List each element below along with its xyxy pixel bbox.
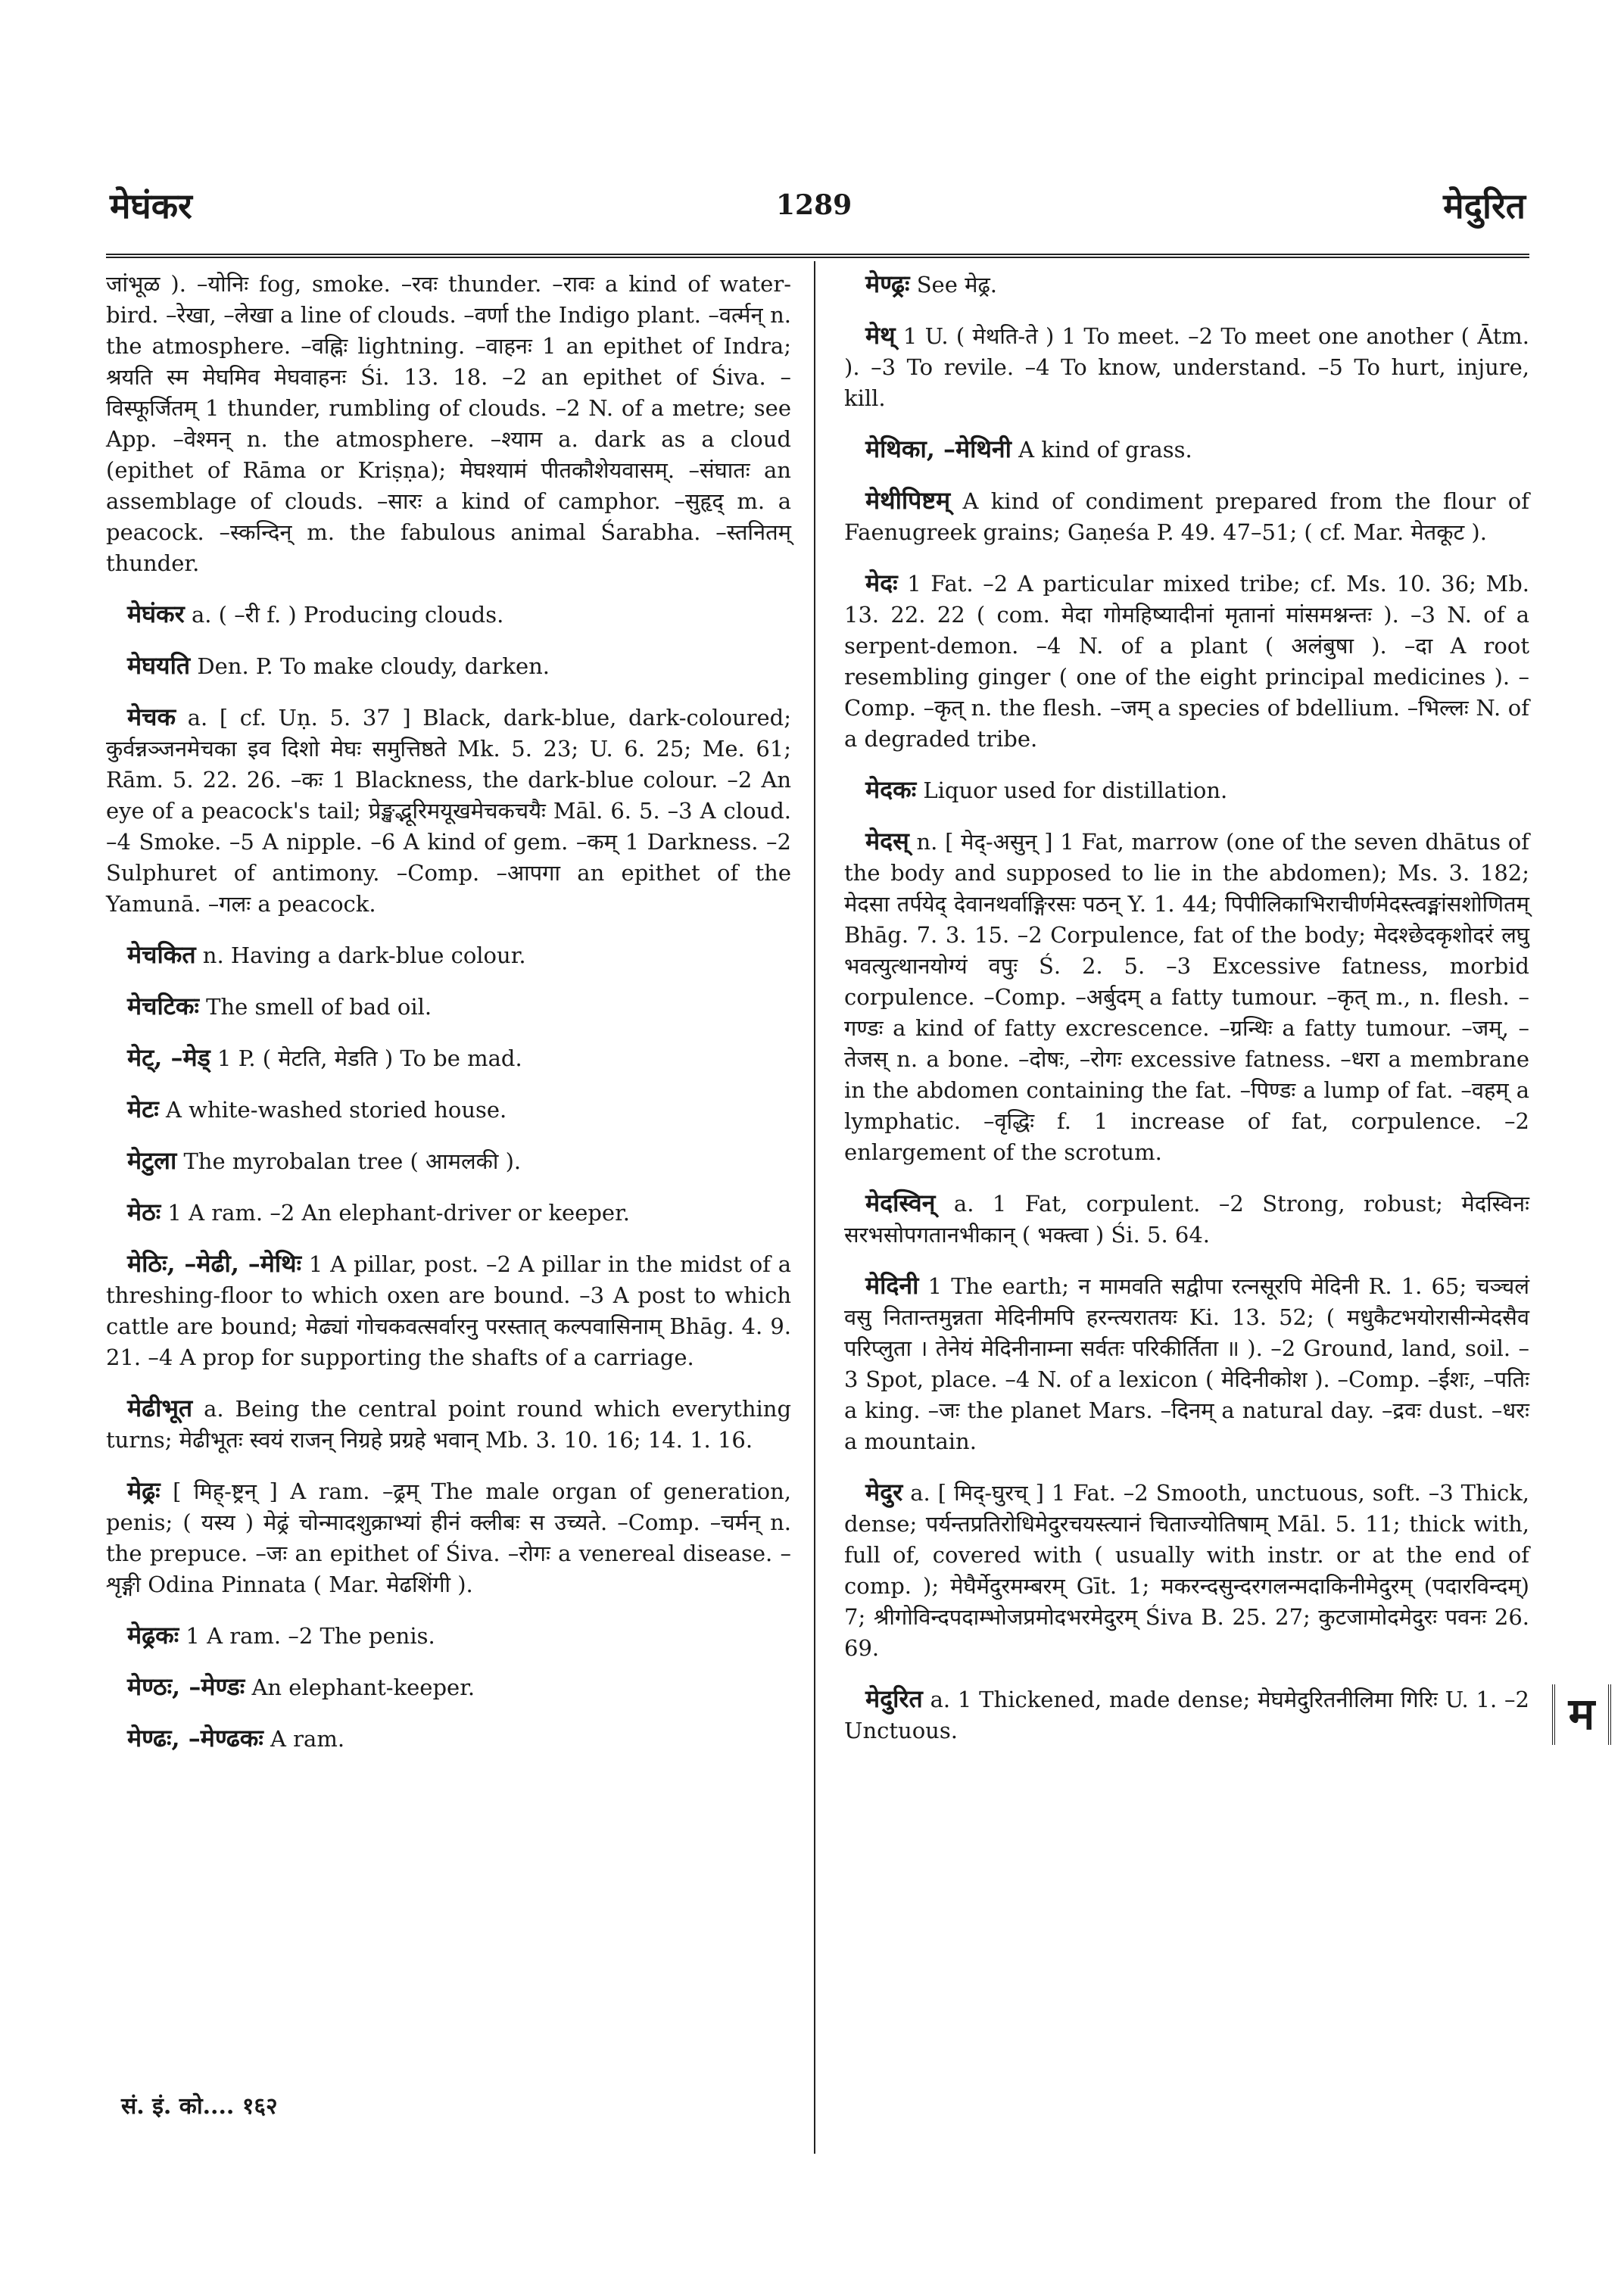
page-number: 1289 bbox=[776, 189, 853, 221]
dictionary-entry: मेठिः, –मेढी, –मेथिः 1 A pillar, post. –2 A pillar in the midst of a threshing-floor to which oxen are bound. –3 A post to which cattle are bound; मेढ्यां गोचकवत्सर्वारनु परस्तात् कल्पवासिनाम् Bhāg. 4. 9. 21. –4 A prop for supporting the shafts of a carriage. bbox=[106, 1249, 792, 1370]
dictionary-entry: मेचक a. [ cf. Uṇ. 5. 37 ] Black, dark-blue, dark-coloured; कुर्वन्नञ्जनमेचका इव दिशो मेघः समुत्तिष्ठते Mk. 5. 23; U. 6. 25; Me. 61; Rām. 5. 22. 26. –कः 1 Blackness, the dark-blue colour. –2 An eye of a peacock's tail; प्रेङ्खद्भूरिमयूखमेचकचयैः Māl. 6. 5. –3 A cloud. –4 Smoke. –5 A nipple. –6 A kind of gem. –कम् 1 Darkness. –2 Sulphuret of antimony. –Comp. –आपगा an epithet of the Yamunā. –गलः a peacock. bbox=[106, 703, 791, 917]
headword: मेठिः, –मेढी, –मेथिः bbox=[127, 1249, 302, 1278]
dictionary-entry: मेथिका, –मेथिनी A kind of grass. bbox=[865, 435, 1192, 463]
section-letter-tab: म bbox=[1552, 1684, 1611, 1745]
headword: मेण्ढ्रः bbox=[865, 269, 910, 298]
dictionary-entry: मेदुर a. [ मिद्-घुरच् ] 1 Fat. –2 Smooth, unctuous, soft. –3 Thick, dense; पर्यन्तप्रतिरोधिमेदुरचयस्त्यानं चिताज्योतिषाम् Māl. 5. 11; thick with, full of, covered with ( usually with instr. or at the end of comp. ); मेघैर्मेदुरमम्बरम् Gīt. 1; मकरन्दसुन्दरगलन्मदाकिनीमेदुरम् (पदारविन्दम्) 7; श्रीगोविन्दपदाम्भोजप्रमोदभरमेदुरम् Śiva B. 25. 27; कुटजामोदमेदुरः पवनः 26. 69. bbox=[844, 1478, 1530, 1661]
headword: मेघयति bbox=[127, 651, 191, 680]
headword: मेचक bbox=[127, 703, 176, 731]
dictionary-entry: मेढीभूत a. Being the central point round which everything turns; मेढीभूतः स्वयं राजन् निग्रहे प्रग्रहे भवान् Mb. 3. 10. 16; 14. 1. 16. bbox=[106, 1394, 792, 1453]
dictionary-entry: मेढ्रकः 1 A ram. –2 The penis. bbox=[127, 1621, 435, 1650]
headword: मेदस्विन् bbox=[865, 1189, 936, 1217]
header-rule bbox=[106, 254, 1529, 258]
dictionary-entry: मेण्ठः, –मेण्डः An elephant-keeper. bbox=[127, 1672, 475, 1701]
dictionary-entry: मेठः 1 A ram. –2 An elephant-driver or keeper. bbox=[127, 1198, 630, 1226]
headword: मेण्ठः, –मेण्डः bbox=[127, 1672, 245, 1701]
dictionary-entry: मेघंकर a. ( –री f. ) Producing clouds. bbox=[127, 600, 504, 628]
dictionary-entry: मेदस् n. [ मेद्-असुन् ] 1 Fat, marrow (one of the seven dhātus of the body and supposed to lie in the abdomen); Ms. 3. 182; मेदसा तर्पयेद् देवानथर्वाङ्गिरसः पठन् Y. 1. 44; पिपीलिकाभिराचीर्णमेदस्त्वङ्मांसशोणितम् Bhāg. 7. 3. 15. –2 Corpulence, fat of the body; मेदश्छेदकृशोदरं लघु भवत्युत्थानयोग्यं वपुः Ś. 2. 5. –3 Excessive fatness, morbid corpulence. –Comp. –अर्बुदम् a fatty tumour. –कृत् m., n. flesh. –गण्डः a kind of fatty excrescence. –ग्रन्थिः a fatty tumour. –जम्, –तेजस् n. a bone. –दोषः, –रोगः excessive fatness. –धरा a membrane in the abdomen containing the fat. –पिण्डः a lump of fat. –वहम् a lymphatic. –वृद्धिः f. 1 increase of fat, corpulence. –2 enlargement of the scrotum. bbox=[844, 827, 1530, 1165]
dictionary-entry: मेटुला The myrobalan tree ( आमलकी ). bbox=[127, 1146, 522, 1175]
dictionary-entry: मेण्ढः, –मेण्ढकः A ram. bbox=[127, 1724, 345, 1752]
column-divider bbox=[814, 261, 815, 2154]
left-guide-word: मेघंकर bbox=[110, 185, 192, 226]
headword: मेचटिकः bbox=[127, 992, 199, 1020]
headword: मेदकः bbox=[865, 775, 917, 804]
headword: मेचकित bbox=[127, 940, 196, 969]
headword: मेढ्रकः bbox=[127, 1621, 179, 1650]
dictionary-entry: मेदकः Liquor used for distillation. bbox=[865, 775, 1228, 804]
dictionary-entry: मेचकित n. Having a dark-blue colour. bbox=[127, 940, 526, 969]
headword: मेथ् bbox=[865, 321, 896, 350]
left-column bbox=[106, 269, 791, 1774]
footer-signature: सं. इं. को.... १६२ bbox=[121, 2093, 278, 2120]
headword: मेठः bbox=[127, 1198, 161, 1226]
dictionary-entry: मेथ् 1 U. ( मेथति-ते ) 1 To meet. –2 To meet one another ( Ātm. ). –3 To revile. –4 To know, understand. –5 To hurt, injure, kill. bbox=[844, 321, 1529, 411]
headword: मेघंकर bbox=[127, 600, 185, 628]
dictionary-entry: मेदः 1 Fat. –2 A particular mixed tribe; cf. Ms. 10. 36; Mb. 13. 22. 22 ( com. मेदा गोमहिष्यादीनां मृतानां मांसमश्नन्तः ). –3 N. of a serpent-demon. –4 N. of a plant ( अलंबुषा ). –दा A root resembling ginger ( one of the eight principal medicines ). –Comp. –कृत् n. the flesh. –जम् a species of bdellium. –भिल्लः N. of a degraded tribe. bbox=[844, 569, 1530, 752]
headword: मेदुरित bbox=[865, 1684, 923, 1713]
headword: मेटुला bbox=[127, 1146, 177, 1175]
dictionary-entry: मेट्, –मेड् 1 P. ( मेटति, मेडति ) To be mad. bbox=[127, 1043, 522, 1072]
headword: मेदुर bbox=[865, 1478, 903, 1506]
headword: मेट्, –मेड् bbox=[127, 1043, 210, 1072]
headword: मेढीभूत bbox=[127, 1394, 193, 1422]
headword: मेदः bbox=[865, 569, 898, 597]
dictionary-entry: मेथीपिष्टम् A kind of condiment prepared from the flour of Faenugreek grains; Gaṇeśa P. 49. 47–51; ( cf. Mar. मेतकूट ). bbox=[844, 486, 1530, 545]
dictionary-entry: मेचटिकः The smell of bad oil. bbox=[127, 992, 432, 1020]
headword: मेथिका, –मेथिनी bbox=[865, 435, 1011, 463]
right-guide-word: मेदुरित bbox=[1443, 185, 1526, 226]
headword: मेदस् bbox=[865, 827, 909, 855]
dictionary-entry: मेदुरित a. 1 Thickened, made dense; मेघमेदुरितनीलिमा गिरिः U. 1. –2 Unctuous. bbox=[844, 1684, 1529, 1743]
dictionary-entry: मेदिनी 1 The earth; न मामवति सद्वीपा रत्नसूरपि मेदिनी R. 1. 65; चञ्चलं वसु नितान्तमुन्नता मेदिनीमपि हरन्त्यरातयः Ki. 13. 52; ( मधुकैटभयोरासीन्मेदसैव परिप्लुता । तेनेयं मेदिनीनाम्ना सर्वतः परिकीर्तिता ॥ ). –2 Ground, land, soil. –3 Spot, place. –4 N. of a lexicon ( मेदिनीकोश ). –Comp. –ईशः, –पतिः a king. –जः the planet Mars. –दिनम् a natural day. –द्रवः dust. –धरः a mountain. bbox=[844, 1271, 1530, 1454]
headword: मेथीपिष्टम् bbox=[865, 486, 951, 515]
headword: मेदिनी bbox=[865, 1271, 919, 1300]
dictionary-entry: जांभूळ ). –योनिः fog, smoke. –रवः thunder. –रावः a kind of water-bird. –रेखा, –लेखा a line of clouds. –वर्णा the Indigo plant. –वर्त्मन् n. the atmosphere. –वह्निः lightning. –वाहनः 1 an epithet of Indra; श्रयति स्म मेघमिव मेघवाहनः Śi. 13. 18. –2 an epithet of Śiva. –विस्फूर्जितम् 1 thunder, rumbling of clouds. –2 N. of a metre; see App. –वेश्मन् n. the atmosphere. –श्याम a. dark as a cloud (epithet of Rāma or Kriṣṇa); मेघश्यामं पीतकौशेयवासम्. –संघातः an assemblage of clouds. –सारः a kind of camphor. –सुहृद् m. a peacock. –स्कन्दिन् m. the fabulous animal Śarabha. –स्तनितम् thunder. bbox=[106, 271, 791, 576]
dictionary-entry: मेटः A white-washed storied house. bbox=[127, 1095, 507, 1123]
headword: मेण्ढः, –मेण्ढकः bbox=[127, 1724, 263, 1752]
headword: मेढ्रः bbox=[127, 1476, 161, 1505]
dictionary-entry: मेण्ढ्रः See मेढ्र. bbox=[865, 269, 997, 298]
dictionary-entry: मेघयति Den. P. To make cloudy, darken. bbox=[127, 651, 550, 680]
page-header bbox=[110, 182, 1526, 242]
right-column bbox=[844, 269, 1529, 1766]
dictionary-entry: मेढ्रः [ मिह्-ष्ट्रन् ] A ram. –ढ्रम् The male organ of generation, penis; ( यस्य ) मेढ्रं चोन्मादशुक्राभ्यां हीनं क्लीबः स उच्यते. –Comp. –चर्मन् n. the prepuce. –जः an epithet of Śiva. –रोगः a venereal disease. –शृङ्गी Odina Pinnata ( Mar. मेढशिंगी ). bbox=[106, 1476, 791, 1597]
dictionary-entry: मेदस्विन् a. 1 Fat, corpulent. –2 Strong, robust; मेदस्विनः सरभसोपगतानभीकान् ( भक्त्वा ) Śi. 5. 64. bbox=[844, 1189, 1530, 1248]
headword: मेटः bbox=[127, 1095, 159, 1123]
